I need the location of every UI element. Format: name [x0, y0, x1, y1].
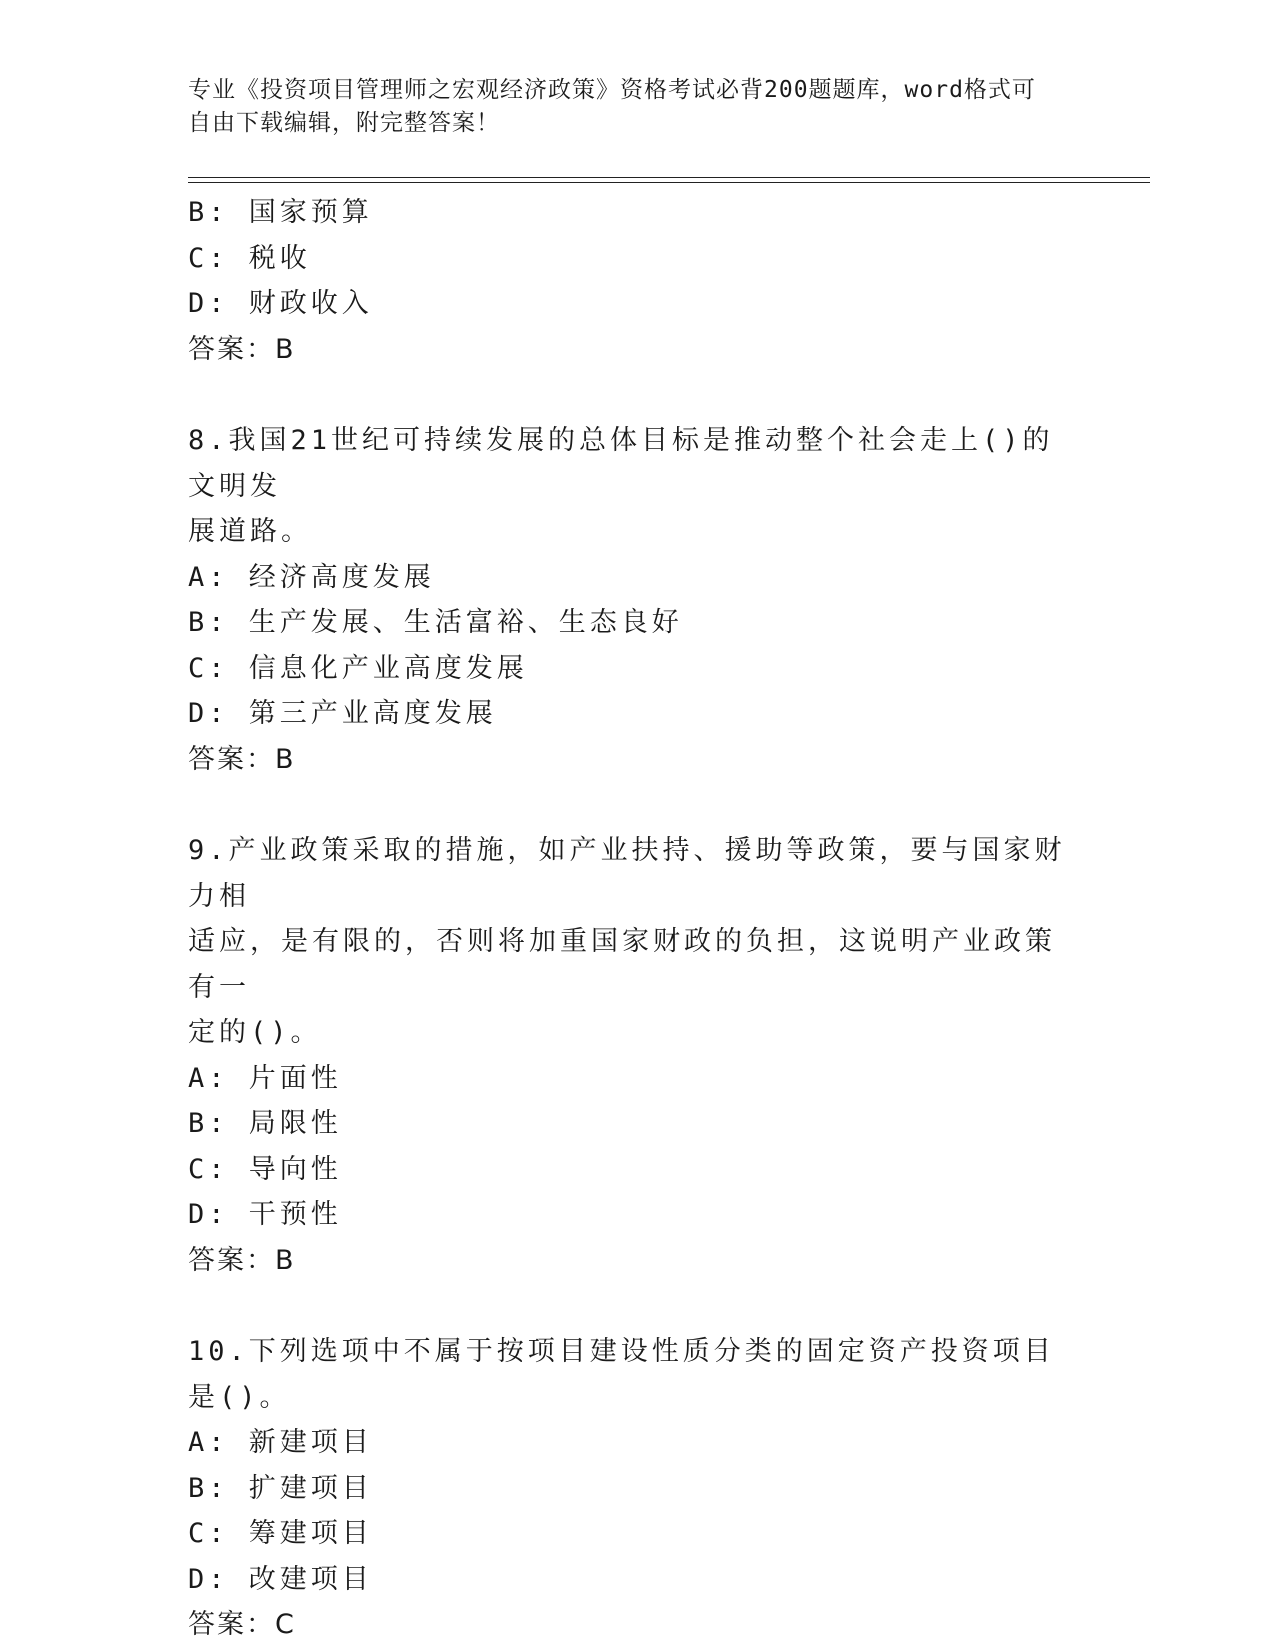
- option-d: D: 第三产业高度发展: [188, 698, 497, 729]
- option-c: C: 信息化产业高度发展: [188, 652, 528, 684]
- header-divider-top: [188, 177, 1150, 178]
- question-7-continued: [188, 190, 1068, 372]
- option-b: B: 生产发展、生活富裕、生态良好: [188, 607, 683, 638]
- header-line-1: 专业《投资项目管理师之宏观经济政策》资格考试必背200题题库，word格式可: [188, 77, 1036, 103]
- answer-line: 答案：B: [188, 1244, 296, 1276]
- option-b: B: 国家预算: [188, 197, 373, 228]
- option-a: A: 新建项目: [188, 1427, 373, 1458]
- option-d: D: 财政收入: [188, 288, 373, 319]
- question-10: [188, 1329, 1068, 1648]
- option-c: C: 筹建项目: [188, 1518, 373, 1549]
- answer-line: 答案：B: [188, 743, 296, 775]
- option-b: B: 扩建项目: [188, 1472, 373, 1504]
- question-stem-line: 展道路。: [188, 516, 312, 547]
- option-a: A: 片面性: [188, 1062, 342, 1094]
- question-8: [188, 418, 1068, 782]
- header-divider-bottom: [188, 182, 1150, 183]
- question-stem-line: 9.产业政策采取的措施，如产业扶持、援助等政策，要与国家财力相: [188, 835, 1066, 912]
- option-d: D: 干预性: [188, 1199, 342, 1230]
- answer-line: 答案：C: [188, 1609, 296, 1640]
- question-stem-line: 适应，是有限的，否则将加重国家财政的负担，这说明产业政策有一: [188, 926, 1056, 1003]
- question-9: [188, 828, 1068, 1283]
- option-b: B: 局限性: [188, 1108, 342, 1139]
- page-header: [188, 74, 1068, 140]
- question-stem-line: 定的()。: [188, 1017, 322, 1048]
- question-stem-line: 10.下列选项中不属于按项目建设性质分类的固定资产投资项目是()。: [188, 1336, 1055, 1413]
- question-list: [188, 190, 1068, 1648]
- option-a: A: 经济高度发展: [188, 561, 435, 593]
- header-line-2: 自由下载编辑，附完整答案！: [188, 110, 500, 136]
- option-c: C: 税收: [188, 242, 311, 274]
- option-c: C: 导向性: [188, 1153, 342, 1185]
- option-d: D: 改建项目: [188, 1563, 373, 1595]
- question-stem-line: 8.我国21世纪可持续发展的总体目标是推动整个社会走上()的文明发: [188, 425, 1054, 502]
- answer-line: 答案：B: [188, 333, 296, 365]
